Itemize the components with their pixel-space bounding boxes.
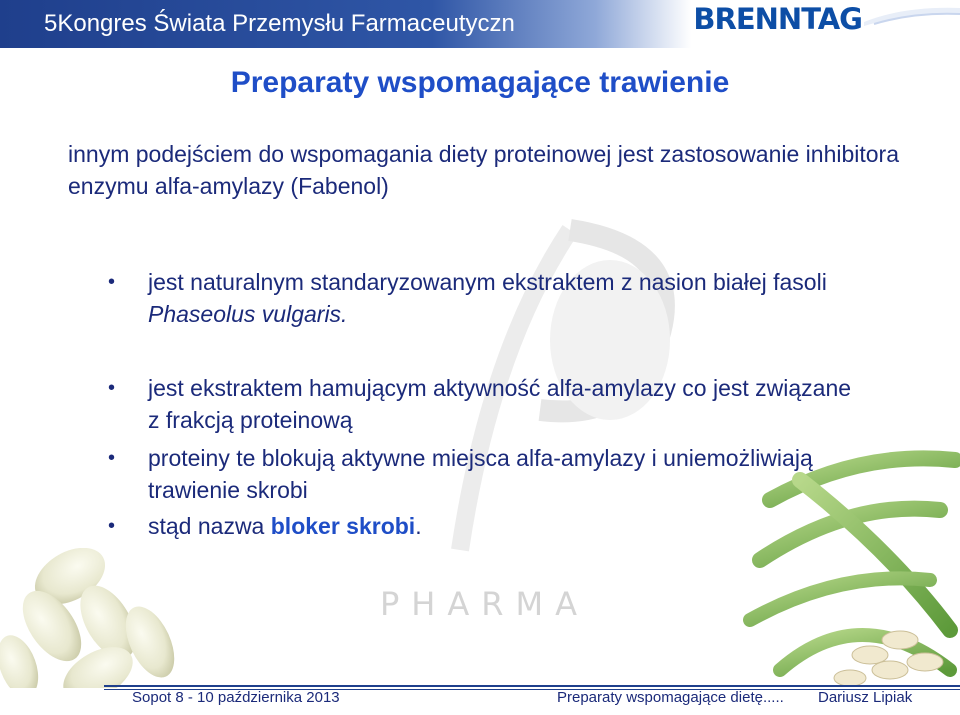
list-item <box>108 372 868 436</box>
brand-logo: BRENNTAG <box>693 2 862 36</box>
bullet-dot-icon: • <box>108 377 116 399</box>
footer-author: Dariusz Lipiak <box>818 689 913 706</box>
latin-name: Phaseolus vulgaris. <box>148 301 348 327</box>
footer-date: Sopot 8 - 10 października 2013 <box>132 689 340 706</box>
bullet-text: jest naturalnym standaryzowanym ekstraktem z nasion białej fasoli <box>148 269 827 295</box>
footer-topic: Preparaty wspomagające dietę..... <box>557 689 784 706</box>
conference-title: 5Kongres Świata Przemysłu Farmaceutyczn <box>44 10 515 37</box>
footer-rule <box>104 685 960 687</box>
white-beans-image <box>0 548 220 688</box>
bullet-text: stąd nazwa <box>148 513 271 539</box>
bullet-dot-icon: • <box>108 447 116 469</box>
green-beans-image <box>740 440 960 690</box>
list-item <box>108 266 868 330</box>
bullet-text: proteiny te blokują aktywne miejsca alfa-amylazy i uniemożliwiają trawienie skrobi <box>148 445 813 503</box>
highlight-term: bloker skrobi <box>270 513 416 539</box>
bullet-text: jest ekstraktem hamującym aktywność alfa-amylazy co jest związane z frakcją proteinową <box>148 375 852 433</box>
bullet-dot-icon: • <box>108 271 116 293</box>
pharma-watermark: PHARMA <box>380 585 589 623</box>
slide-title: Preparaty wspomagające trawienie <box>230 66 730 99</box>
bullet-dot-icon: • <box>108 515 116 537</box>
bullet-end: . <box>415 513 422 539</box>
intro-paragraph: innym podejściem do wspomagania diety proteinowej jest zastosowanie inhibitora enzymu alfa-amylazy (Fabenol) <box>68 141 900 199</box>
brand-swoosh-icon <box>864 4 960 28</box>
